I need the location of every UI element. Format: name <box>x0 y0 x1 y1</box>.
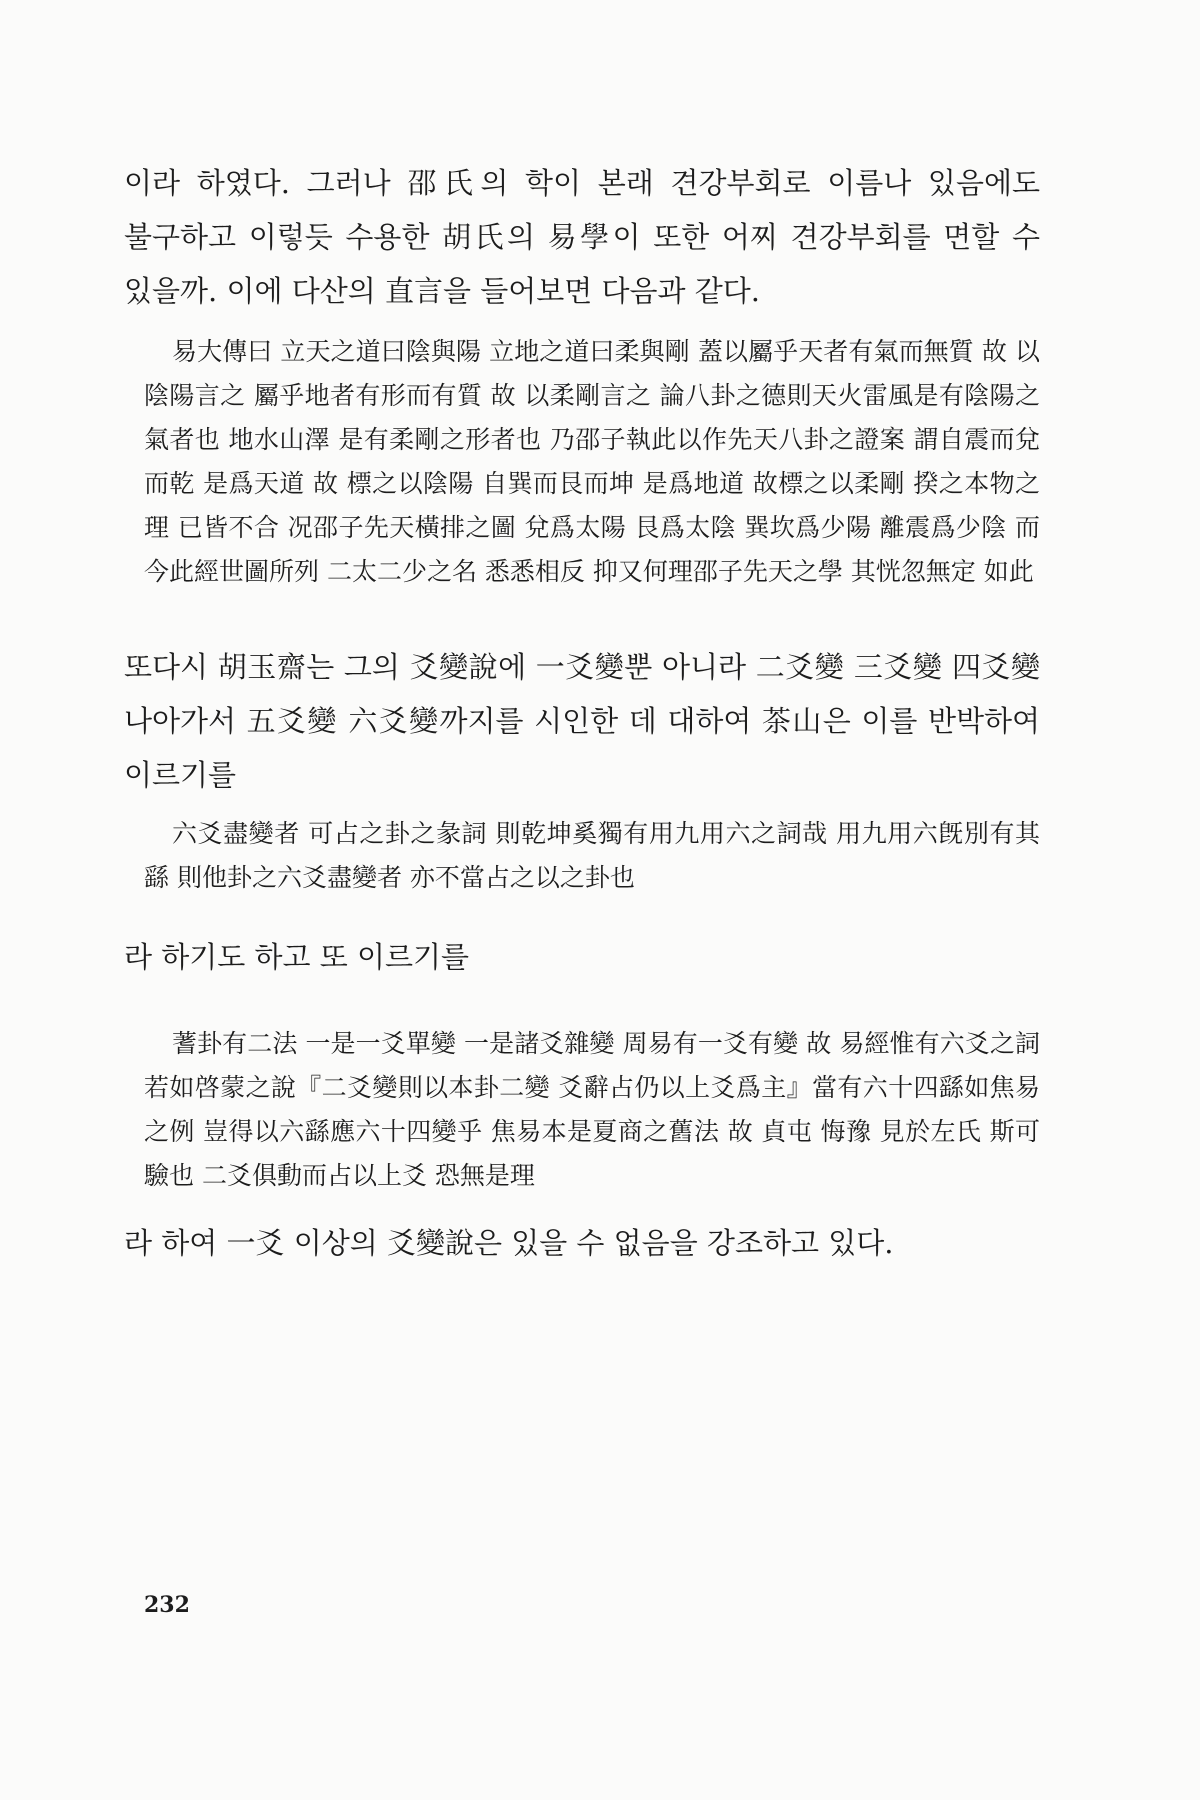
closing-paragraph: 라 하여 一爻 이상의 爻變說은 있을 수 없음을 강조하고 있다. <box>124 1226 894 1260</box>
quote-block-1: 易大傳曰 立天之道曰陰與陽 立地之道曰柔與剛 蓋以屬乎天者有氣而無質 故 以陰陽言之 屬乎地者有形而有質 故 以柔剛言之 論八卦之德則天火雷風是有陰陽之氣者也 地水山澤 是有柔剛之形者也 乃邵子執此以作先天八卦之證案 謂自震而兌而乾 是爲天道 故 標之以陰陽 自巽而艮而坤 是爲地道 故標之以柔剛 揆之本物之理 已皆不合 况邵子先天橫排之圖 兌爲太陽 艮爲太陰 巽坎爲少陽 離震爲少陰 而今此經世圖所列 二太二少之名 悉悉相反 抑又何理邵子先天之學 其恍忽無定 如此 <box>144 337 1040 586</box>
second-paragraph: 또다시 胡玉齋는 그의 爻變說에 一爻變뿐 아니라 二爻變 三爻變 四爻變 나아가서 五爻變 六爻變까지를 시인한 데 대하여 茶山은 이를 반박하여 이르기를 <box>124 650 1040 792</box>
intro-paragraph: 이라 하였다. 그러나 邵氏의 학이 본래 견강부회로 이름나 있음에도 불구하고 이렇듯 수용한 胡氏의 易學이 또한 어찌 견강부회를 면할 수 있을까. 이에 다산의 直言을 들어보면 다음과 같다. <box>124 166 1040 308</box>
page-number: 232 <box>144 1592 190 1618</box>
quote-block-3: 蓍卦有二法 一是一爻單變 一是諸爻雜變 周易有一爻有變 故 易經惟有六爻之詞 若如啓蒙之說『二爻變則以本卦二變 爻辭占仍以上爻爲主』當有六十四繇如焦易之例 豈得以六繇應六十四變乎 焦易本是夏商之舊法 故 貞屯 悔豫 見於左氏 斯可驗也 二爻俱動而占以上爻 恐無是理 <box>144 1029 1040 1190</box>
third-paragraph: 라 하기도 하고 또 이르기를 <box>124 940 470 974</box>
quote-block-2: 六爻盡變者 可占之卦之彖詞 則乾坤奚獨有用九用六之詞哉 用九用六旣別有其繇 則他卦之六爻盡變者 亦不當占之以之卦也 <box>144 819 1040 892</box>
